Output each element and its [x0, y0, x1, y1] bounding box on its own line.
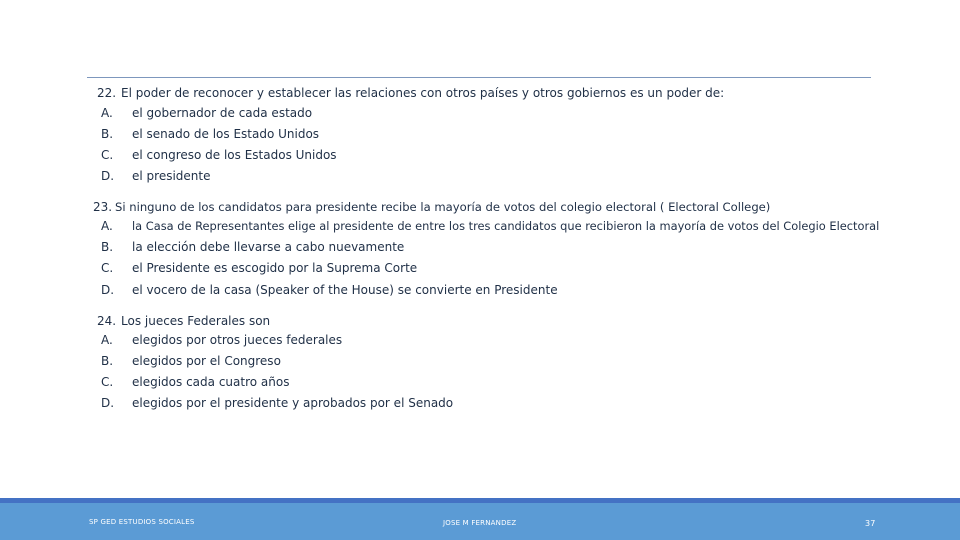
- page-number: 37: [865, 519, 876, 528]
- footer-bar: [0, 498, 960, 540]
- option-letter: D.: [101, 283, 115, 297]
- option-text: la elección debe llevarse a cabo nuevamente: [132, 240, 405, 254]
- option-letter: B.: [101, 240, 114, 254]
- question-text: Si ninguno de los candidatos para presidente recibe la mayoría de votos del colegio electoral ( Electoral College): [115, 200, 771, 214]
- option-letter: D.: [101, 396, 115, 410]
- option-text: elegidos por el Congreso: [132, 354, 281, 368]
- option-text: la Casa de Representantes elige al presidente de entre los tres candidatos que recibieron la mayoría de votos del Colegio Electoral: [132, 219, 880, 233]
- option-text: el presidente: [132, 169, 211, 183]
- option-text: elegidos por otros jueces federales: [132, 333, 343, 347]
- question-number: 24.: [97, 314, 117, 328]
- option-letter: A.: [101, 219, 113, 233]
- option-letter: C.: [101, 148, 114, 162]
- option-letter: B.: [101, 354, 114, 368]
- question-text: Los jueces Federales son: [121, 314, 271, 328]
- option-text: el gobernador de cada estado: [132, 106, 313, 120]
- option-letter: A.: [101, 333, 113, 347]
- option-letter: A.: [101, 106, 113, 120]
- question-number: 22.: [97, 86, 117, 100]
- option-text: el vocero de la casa (Speaker of the House) se convierte en Presidente: [132, 283, 558, 297]
- footer-author: JOSE M FERNANDEZ: [443, 519, 517, 527]
- option-letter: C.: [101, 261, 114, 275]
- question-number: 23.: [93, 200, 113, 214]
- option-text: el Presidente es escogido por la Suprema Corte: [132, 261, 418, 275]
- option-text: el senado de los Estado Unidos: [132, 127, 320, 141]
- footer-accent-strip: [0, 498, 960, 503]
- question-text: El poder de reconocer y establecer las relaciones con otros países y otros gobiernos es un poder de:: [121, 86, 725, 100]
- option-text: elegidos por el presidente y aprobados por el Senado: [132, 396, 454, 410]
- option-text: elegidos cada cuatro años: [132, 375, 290, 389]
- option-text: el congreso de los Estados Unidos: [132, 148, 337, 162]
- option-letter: B.: [101, 127, 114, 141]
- option-letter: D.: [101, 169, 115, 183]
- footer-course-label: SP GED ESTUDIOS SOCIALES: [89, 518, 195, 526]
- option-letter: C.: [101, 375, 114, 389]
